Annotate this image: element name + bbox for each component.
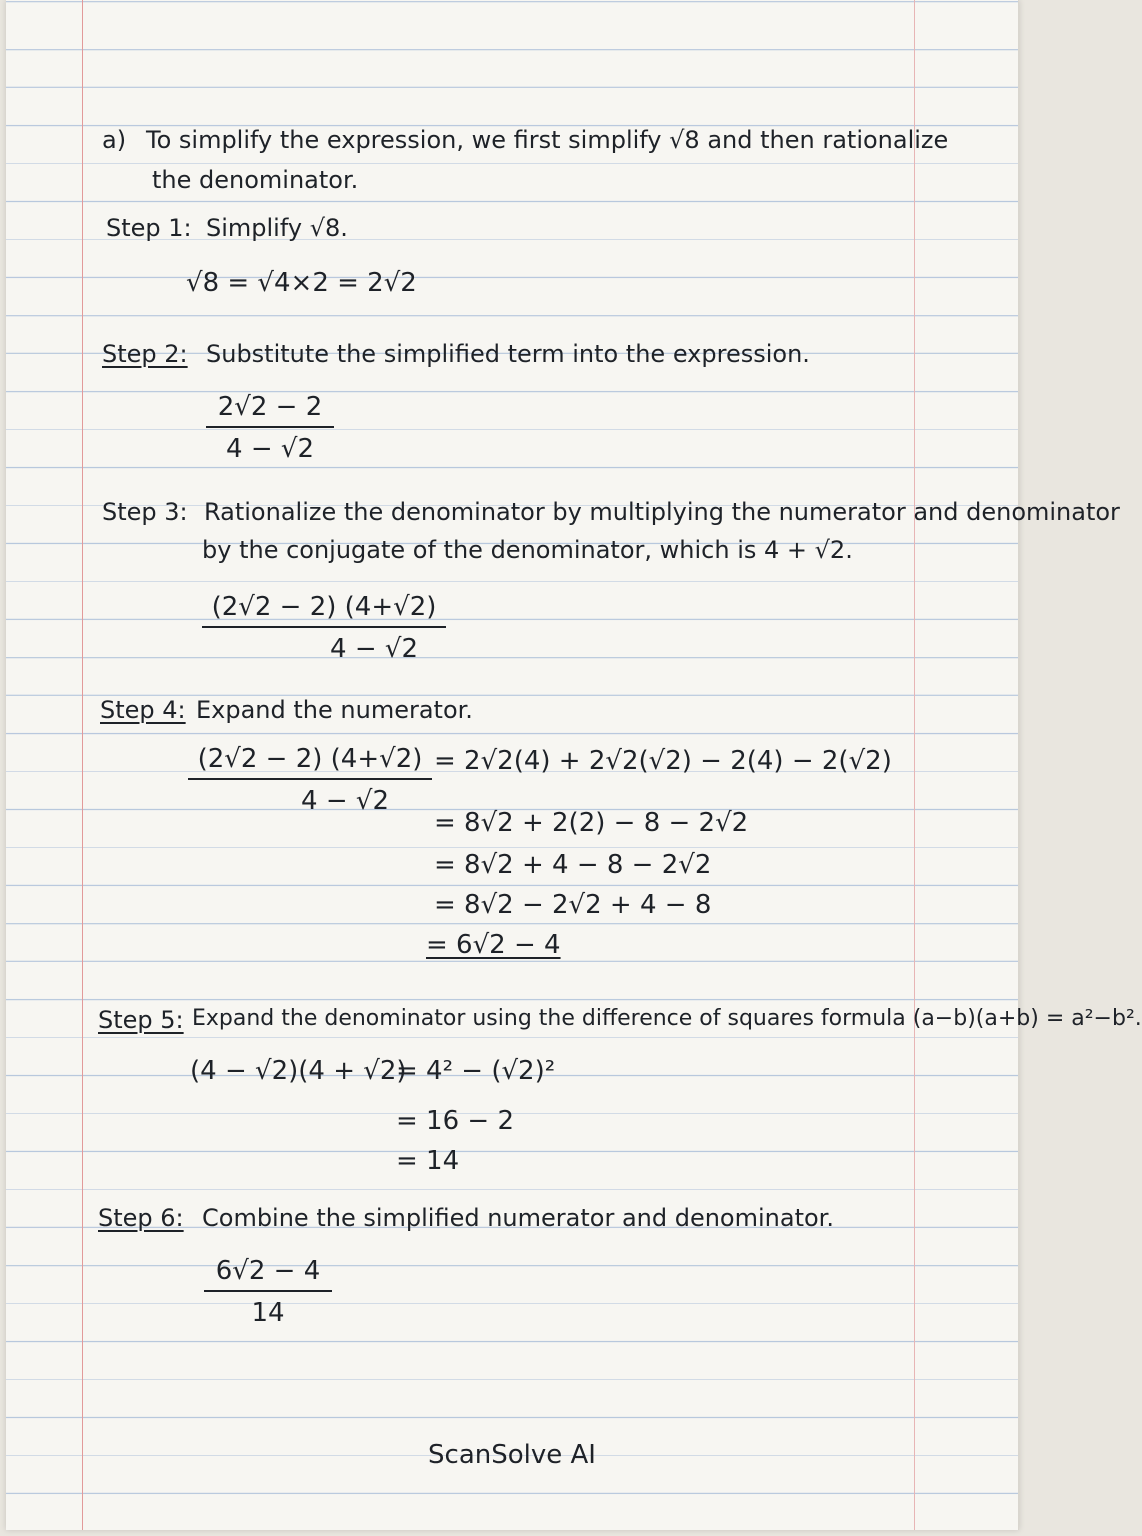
step3-numerator: (2√2 − 2) (4+√2)	[211, 592, 437, 622]
step5-line-1: = 4² − (√2)²	[396, 1056, 556, 1086]
step3-denominator: 4 − √2	[330, 633, 418, 664]
step4-denominator: 4 − √2	[301, 785, 389, 816]
step2-fraction	[206, 394, 334, 462]
part-label: a)	[102, 126, 127, 154]
notebook-page	[6, 0, 1142, 1530]
intro-line-1: To simplify the expression, we first simplify √8 and then rationalize	[146, 126, 949, 154]
step2-denominator: 4 − √2	[226, 433, 314, 464]
step6-label: Step 6:	[98, 1204, 184, 1232]
step3-title-line-1: Rationalize the denominator by multiplying the numerator and denominator	[204, 498, 1120, 526]
step6-denominator: 14	[251, 1297, 285, 1328]
step4-numerator: (2√2 − 2) (4+√2)	[197, 744, 423, 774]
step2-numerator: 2√2 − 2	[217, 392, 323, 422]
step5-lhs: (4 − √2)(4 + √2)	[190, 1056, 407, 1086]
step6-fraction	[204, 1258, 332, 1326]
step5-title: Expand the denominator using the difference of squares formula (a−b)(a+b) = a²−b².	[192, 1006, 1142, 1031]
step3-label: Step 3:	[102, 498, 188, 526]
step5-line-2: = 16 − 2	[396, 1106, 514, 1136]
step4-fraction	[188, 746, 432, 814]
right-margin-line	[914, 0, 915, 1530]
step3-title-line-2: by the conjugate of the denominator, which is 4 + √2.	[202, 536, 853, 564]
step6-numerator: 6√2 − 4	[215, 1256, 321, 1286]
footer-brand: ScanSolve AI	[428, 1440, 596, 1470]
step2-title: Substitute the simplified term into the expression.	[206, 340, 810, 368]
step4-line-4: = 8√2 − 2√2 + 4 − 8	[434, 890, 712, 920]
step4-line-2: = 8√2 + 2(2) − 8 − 2√2	[434, 808, 749, 838]
step4-title: Expand the numerator.	[196, 696, 473, 724]
left-margin-line	[82, 0, 83, 1530]
step4-label: Step 4:	[100, 696, 186, 724]
step1-title: Simplify √8.	[206, 214, 348, 242]
step5-line-3: = 14	[396, 1146, 460, 1176]
step4-line-1: = 2√2(4) + 2√2(√2) − 2(4) − 2(√2)	[434, 746, 892, 776]
step5-label: Step 5:	[98, 1006, 184, 1034]
step6-title: Combine the simplified numerator and denominator.	[202, 1204, 834, 1232]
step4-result: = 6√2 − 4	[426, 930, 561, 960]
step4-line-3: = 8√2 + 4 − 8 − 2√2	[434, 850, 712, 880]
intro-line-2: the denominator.	[152, 166, 359, 194]
step2-label: Step 2:	[102, 340, 188, 368]
step1-equation: √8 = √4×2 = 2√2	[186, 268, 417, 298]
step3-fraction	[202, 594, 446, 662]
step1-label: Step 1:	[106, 214, 192, 242]
